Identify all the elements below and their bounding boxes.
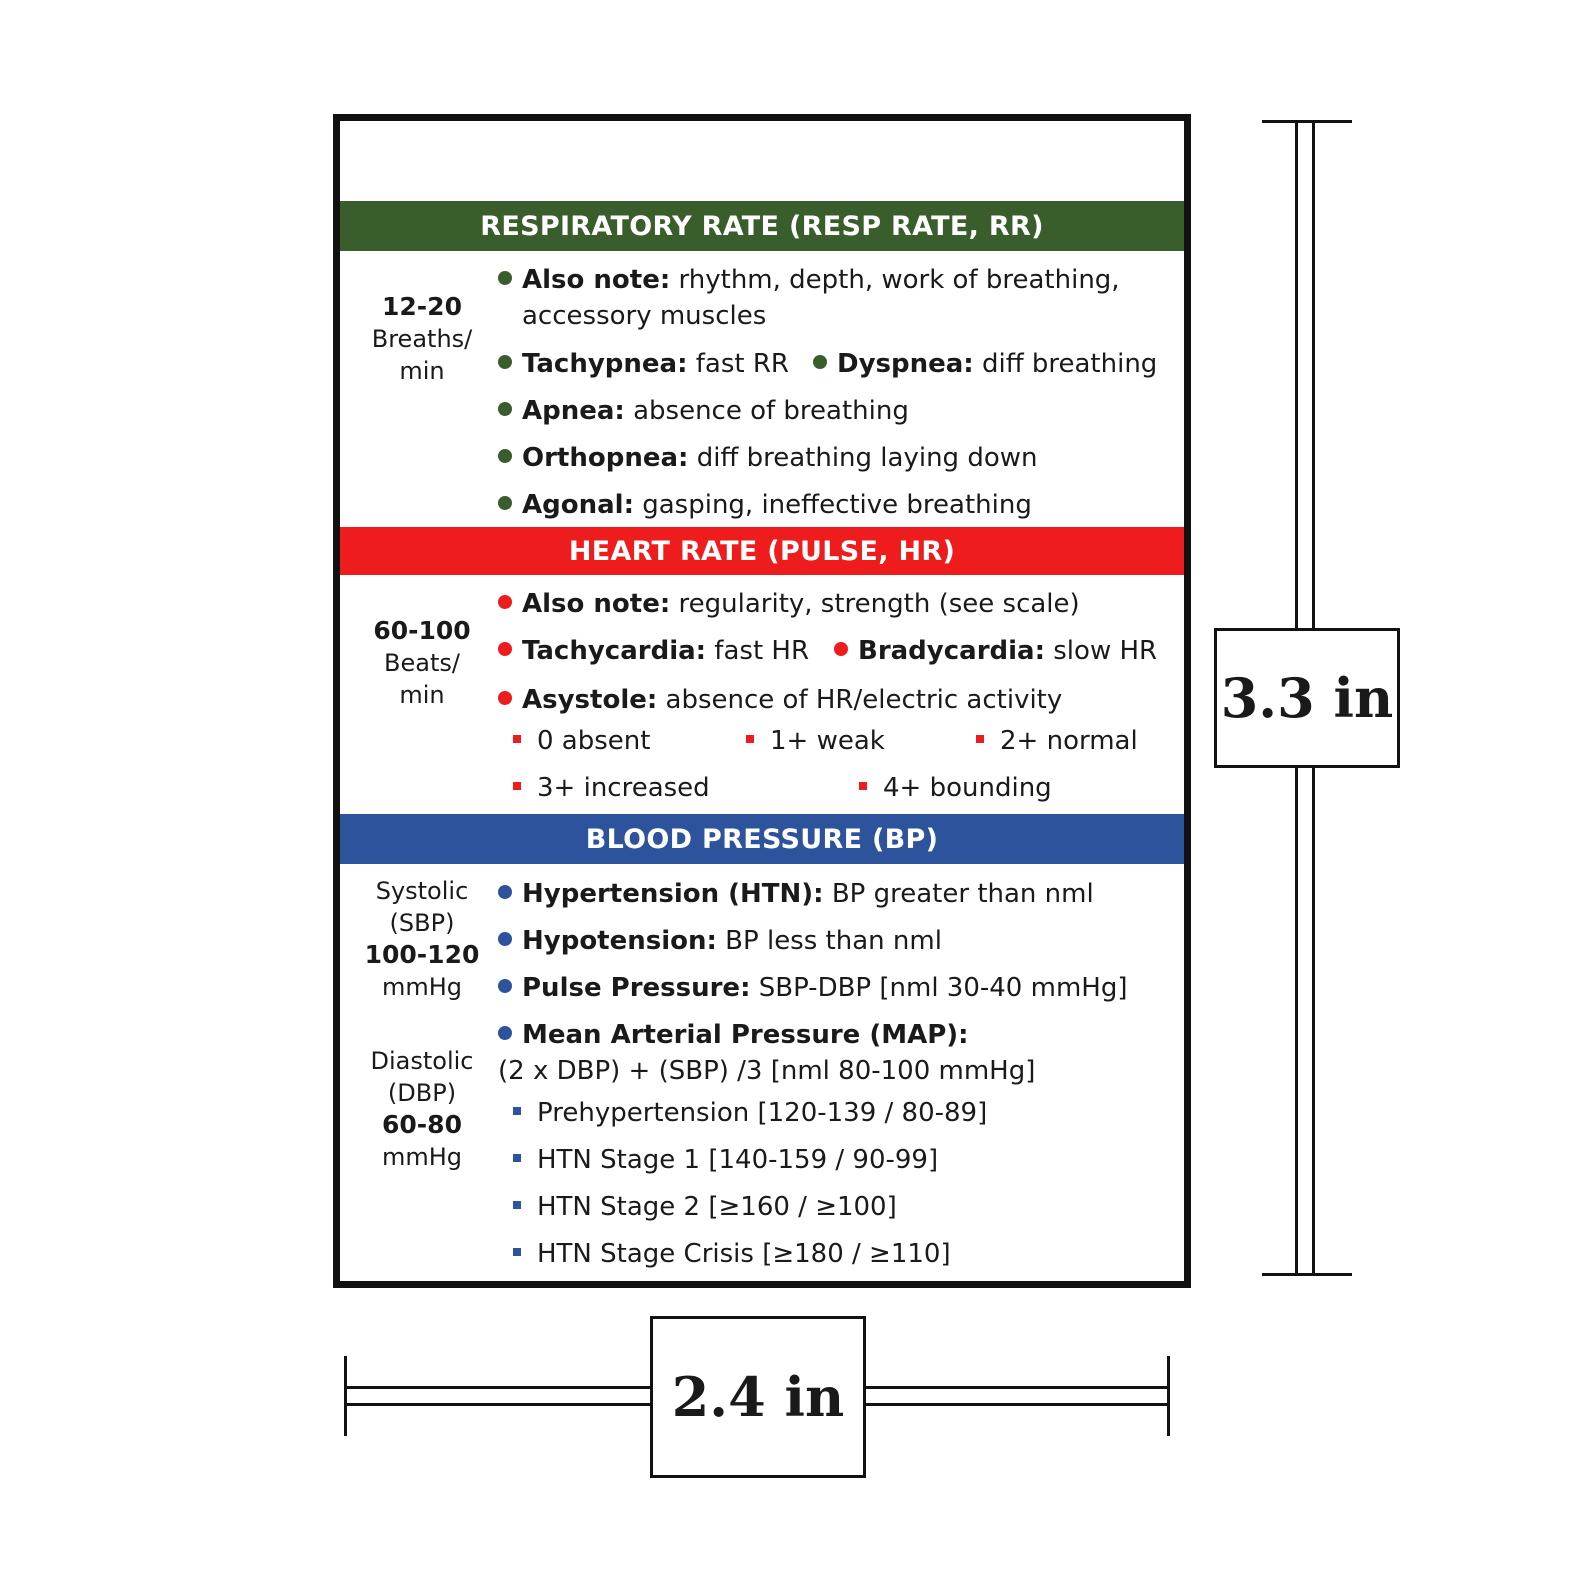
desc: regularity, strength (see scale) (670, 589, 1080, 619)
hr-normal-range (354, 615, 490, 711)
bullet-icon (498, 402, 512, 416)
term: Apnea: (522, 396, 625, 426)
term: Bradycardia: (858, 636, 1045, 666)
bp-stage-item: HTN Stage Crisis [≥180 / ≥110] (513, 1237, 951, 1271)
rr-item (813, 347, 1157, 381)
square-bullet-icon (859, 782, 867, 790)
pulse-scale-item: 3+ increased (513, 771, 710, 805)
bp-stage-item: HTN Stage 1 [140-159 / 90-99] (513, 1143, 938, 1177)
diastolic-label: Diastolic (370, 1047, 474, 1075)
desc: fast HR (706, 636, 810, 666)
desc: fast RR (687, 349, 789, 379)
bp-header: BLOOD PRESSURE (BP) (340, 814, 1184, 864)
rr-normal-value: 12-20 (382, 292, 462, 321)
hr-header: HEART RATE (PULSE, HR) (340, 527, 1184, 575)
hr-item (834, 634, 1157, 668)
term: Mean Arterial Pressure (MAP): (522, 1020, 969, 1050)
term: Tachycardia: (522, 636, 707, 666)
square-bullet-icon (746, 735, 754, 743)
height-dimension-label: 3.3 in (1214, 628, 1400, 768)
hr-item (498, 683, 1062, 717)
hr-item (498, 587, 1080, 621)
pulse-scale-item: 2+ normal (976, 724, 1138, 758)
desc: gasping, ineffective breathing (633, 490, 1032, 520)
desc: diff breathing laying down (688, 443, 1038, 473)
desc: BP greater than nml (823, 879, 1094, 909)
term: Asystole: (522, 685, 658, 715)
square-bullet-icon (513, 1201, 521, 1209)
bullet-icon (813, 355, 827, 369)
systolic-label: Systolic (375, 877, 469, 905)
height-dimension-cap-bottom (1262, 1273, 1352, 1276)
term: Also note: (522, 589, 671, 619)
systolic-range (354, 875, 490, 1003)
bullet-icon (498, 449, 512, 463)
term: Agonal: (522, 490, 634, 520)
diastolic-unit: mmHg (381, 1143, 463, 1171)
desc: slow HR (1045, 636, 1158, 666)
rr-item (498, 347, 789, 381)
term: Tachypnea: (522, 349, 688, 379)
term: Pulse Pressure: (522, 973, 751, 1003)
diastolic-abbr: (DBP) (387, 1079, 457, 1107)
desc: diff breathing (973, 349, 1158, 379)
bp-item (498, 877, 1094, 911)
vital-signs-card (333, 114, 1191, 1288)
hr-normal-unit-2: min (399, 681, 445, 709)
hr-normal-value: 60-100 (373, 616, 471, 645)
square-bullet-icon (513, 782, 521, 790)
rr-item-continued: accessory muscles (522, 301, 767, 331)
term: Hypertension (HTN): (522, 879, 824, 909)
bullet-icon (498, 642, 512, 656)
rr-normal-unit: Breaths/ (371, 325, 473, 353)
desc: SBP-DBP [nml 30-40 mmHg] (750, 973, 1128, 1003)
bullet-icon (498, 496, 512, 510)
width-dimension-label: 2.4 in (650, 1316, 866, 1478)
bp-item (498, 1018, 969, 1052)
term: Dyspnea: (837, 349, 974, 379)
square-bullet-icon (513, 1107, 521, 1115)
square-bullet-icon (513, 1248, 521, 1256)
rr-header: RESPIRATORY RATE (RESP RATE, RR) (340, 201, 1184, 251)
desc: absence of HR/electric activity (657, 685, 1063, 715)
bullet-icon (834, 642, 848, 656)
desc: absence of breathing (624, 396, 909, 426)
bullet-icon (498, 1026, 512, 1040)
width-dimension-cap-right (1167, 1356, 1170, 1436)
systolic-abbr: (SBP) (389, 909, 455, 937)
bp-item (498, 924, 942, 958)
bullet-icon (498, 271, 512, 285)
rr-normal-unit-2: min (399, 357, 445, 385)
term: Orthopnea: (522, 443, 689, 473)
hr-normal-unit: Beats/ (384, 649, 460, 677)
square-bullet-icon (513, 1154, 521, 1162)
bullet-icon (498, 885, 512, 899)
map-formula: (2 x DBP) + (SBP) /3 [nml 80-100 mmHg] (498, 1056, 1036, 1086)
bullet-icon (498, 595, 512, 609)
pulse-scale-item: 1+ weak (746, 724, 885, 758)
term: Also note: (522, 265, 671, 295)
bullet-icon (498, 932, 512, 946)
rr-item (498, 394, 909, 428)
desc: BP less than nml (716, 926, 942, 956)
rr-item (498, 488, 1032, 522)
rr-normal-range (354, 291, 490, 387)
bullet-icon (498, 979, 512, 993)
systolic-unit: mmHg (381, 973, 463, 1001)
rr-item (498, 441, 1037, 475)
diastolic-value: 60-80 (382, 1110, 462, 1139)
pulse-scale-item: 4+ bounding (859, 771, 1052, 805)
bp-item (498, 971, 1127, 1005)
systolic-value: 100-120 (364, 940, 480, 969)
bullet-icon (498, 691, 512, 705)
term: Hypotension: (522, 926, 717, 956)
bp-stage-item: Prehypertension [120-139 / 80-89] (513, 1096, 987, 1130)
square-bullet-icon (513, 735, 521, 743)
desc: rhythm, depth, work of breathing, (670, 265, 1120, 295)
rr-item (498, 263, 1120, 297)
diastolic-range (354, 1045, 490, 1173)
hr-item (498, 634, 809, 668)
bp-stage-item: HTN Stage 2 [≥160 / ≥100] (513, 1190, 897, 1224)
bullet-icon (498, 355, 512, 369)
pulse-scale-item: 0 absent (513, 724, 650, 758)
square-bullet-icon (976, 735, 984, 743)
